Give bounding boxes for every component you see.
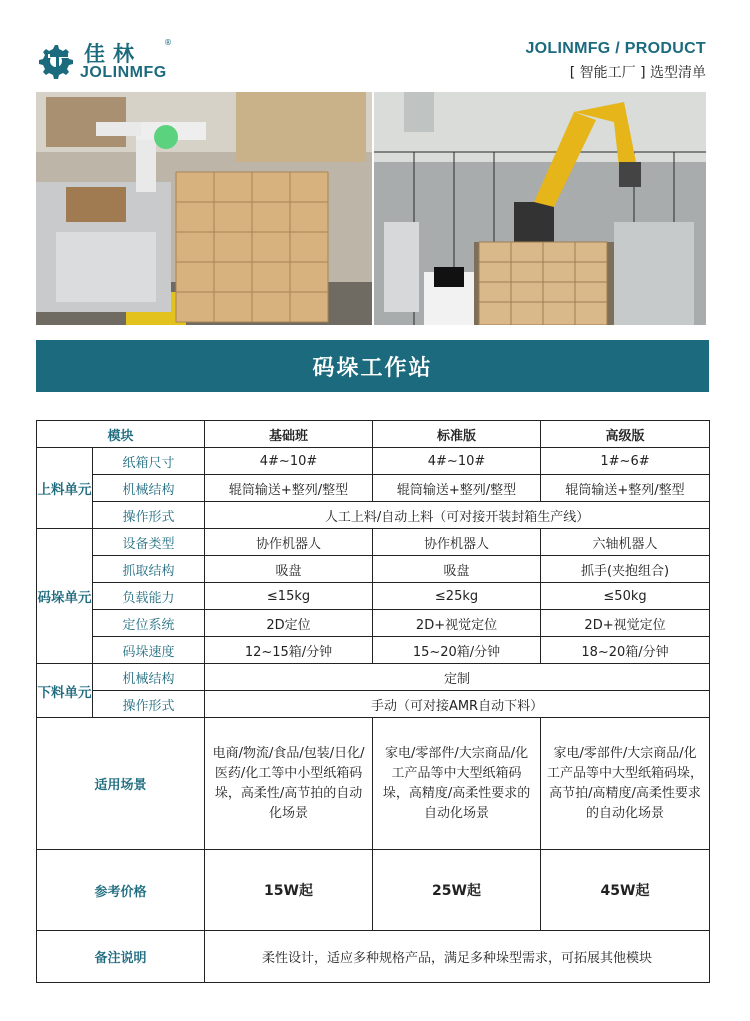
row-label: 机械结构 <box>93 475 205 502</box>
group-unload: 下料单元 <box>37 664 93 718</box>
row-label: 纸箱尺寸 <box>93 448 205 475</box>
cell: 吸盘 <box>373 556 541 583</box>
cell: 18~20箱/分钟 <box>541 637 710 664</box>
note-label: 备注说明 <box>37 931 205 983</box>
scenario-text: 家电/零部件/大宗商品/化工产品等中大型纸箱码垛，高精度/高柔性要求的自动化场景 <box>382 745 531 821</box>
cell: 2D+视觉定位 <box>373 610 541 637</box>
robot-arm-palletizing-illustration <box>374 92 706 325</box>
gear-logo-icon <box>36 42 74 80</box>
table-row <box>37 502 710 529</box>
cell: ≤15kg <box>205 583 373 610</box>
table-row <box>37 691 710 718</box>
cell: 2D定位 <box>205 610 373 637</box>
brand-block <box>525 40 706 82</box>
header-advanced: 高级版 <box>541 421 710 448</box>
header-basic: 基础班 <box>205 421 373 448</box>
cell: ≤25kg <box>373 583 541 610</box>
table-row <box>37 448 710 475</box>
table-row <box>37 610 710 637</box>
registered-mark: ® <box>164 38 172 47</box>
scenario-standard <box>373 718 541 850</box>
cell: 协作机器人 <box>205 529 373 556</box>
row-label: 设备类型 <box>93 529 205 556</box>
header-module: 模块 <box>37 421 205 448</box>
scenario-label: 适用场景 <box>37 718 205 850</box>
six-axis-robot-photo <box>374 92 706 325</box>
table-row-scenario <box>37 718 710 850</box>
cell: 人工上料/自动上料（可对接开装封箱生产线） <box>205 502 710 529</box>
cell: 4#~10# <box>373 448 541 475</box>
section-title-bar <box>36 340 709 392</box>
cobot-palletizing-illustration <box>36 92 372 325</box>
logo-english: JOLINMFG <box>80 64 167 81</box>
cell: 12~15箱/分钟 <box>205 637 373 664</box>
cell: 4#~10# <box>205 448 373 475</box>
table-row-note <box>37 931 710 983</box>
row-label: 定位系统 <box>93 610 205 637</box>
cell: 辊筒输送+整列/整型 <box>541 475 710 502</box>
cell: 协作机器人 <box>373 529 541 556</box>
table-row <box>37 475 710 502</box>
cell: 抓手(夹抱组合) <box>541 556 710 583</box>
cell: 吸盘 <box>205 556 373 583</box>
cell: 六轴机器人 <box>541 529 710 556</box>
table-row-price <box>37 850 710 931</box>
price-basic: 15W起 <box>205 850 373 931</box>
scenario-advanced <box>541 718 710 850</box>
cell: ≤50kg <box>541 583 710 610</box>
row-label: 码垛速度 <box>93 637 205 664</box>
row-label: 抓取结构 <box>93 556 205 583</box>
company-logo <box>36 38 196 84</box>
group-feed: 上料单元 <box>37 448 93 529</box>
page-title: 码垛工作站 <box>312 355 433 381</box>
cell: 辊筒输送+整列/整型 <box>205 475 373 502</box>
table-row <box>37 583 710 610</box>
table-row <box>37 637 710 664</box>
cell: 辊筒输送+整列/整型 <box>373 475 541 502</box>
cell: 1#~6# <box>541 448 710 475</box>
logo-chinese: 佳林 <box>84 42 142 66</box>
row-label: 机械结构 <box>93 664 205 691</box>
price-advanced: 45W起 <box>541 850 710 931</box>
price-label: 参考价格 <box>37 850 205 931</box>
table-row <box>37 529 710 556</box>
row-label: 操作形式 <box>93 691 205 718</box>
table-header-row <box>37 421 710 448</box>
header-standard: 标准版 <box>373 421 541 448</box>
price-standard: 25W起 <box>373 850 541 931</box>
row-label: 操作形式 <box>93 502 205 529</box>
brand-subtitle: [ 智能工厂 ] 选型清单 <box>569 65 706 81</box>
row-label: 负载能力 <box>93 583 205 610</box>
product-photos <box>36 92 706 325</box>
table-row <box>37 556 710 583</box>
cell: 2D+视觉定位 <box>541 610 710 637</box>
collaborative-robot-photo <box>36 92 372 325</box>
scenario-text: 家电/零部件/大宗商品/化工产品等中大型纸箱码垛，高节拍/高精度/高柔性要求的自动化场景 <box>547 745 704 821</box>
page-header <box>0 0 750 92</box>
table-row <box>37 664 710 691</box>
spec-table <box>36 420 710 983</box>
note-text: 柔性设计，适应多种规格产品，满足多种垛型需求，可拓展其他模块 <box>205 931 710 983</box>
scenario-basic <box>205 718 373 850</box>
cell: 定制 <box>205 664 710 691</box>
brand-product-title: JOLINMFG / PRODUCT <box>525 40 706 57</box>
cell: 15~20箱/分钟 <box>373 637 541 664</box>
scenario-text: 电商/物流/食品/包装/日化/医药/化工等中小型纸箱码垛，高柔性/高节拍的自动化场景 <box>212 745 365 821</box>
cell: 手动（可对接AMR自动下料） <box>205 691 710 718</box>
group-stack: 码垛单元 <box>37 529 93 664</box>
